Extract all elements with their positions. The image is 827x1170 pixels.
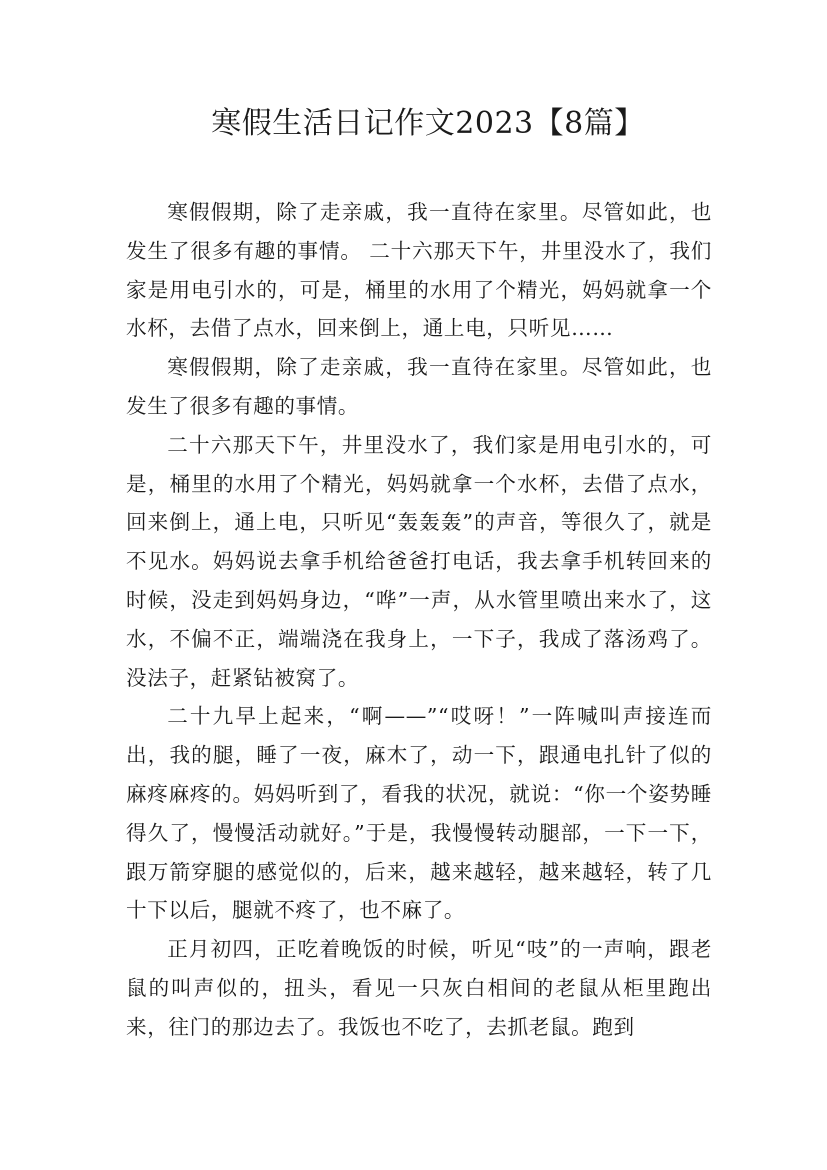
paragraph: 二十六那天下午，井里没水了，我们家是用电引水的，可是，桶里的水用了个精光，妈妈就拿一个水杯，去借了点水，回来倒上，通上电，只听见“轰轰轰”的声音，等很久了，就是不见水。妈妈说去拿手机给爸爸打电话，我去拿手机转回来的时候，没走到妈妈身边，“哗”一声，从水管里喷出来水了，这水，不偏不正，端端浇在我身上，一下子，我成了落汤鸡了。没法子，赶紧钻被窝了。 xyxy=(126,432,712,690)
paragraph: 二十九早上起来，“啊——”“哎呀！”一阵喊叫声接连而出，我的腿，睡了一夜，麻木了，动一下，跟通电扎针了似的麻疼麻疼的。妈妈听到了，看我的状况，就说：“你一个姿势睡得久了，慢慢活动就好。”于是，我慢慢转动腿部，一下一下，跟万箭穿腿的感觉似的，后来，越来越轻，越来越轻，转了几十下以后，腿就不疼了，也不麻了。 xyxy=(126,704,712,923)
paragraph: 正月初四，正吃着晚饭的时候，听见“吱”的一声响，跟老鼠的叫声似的，扭头，看见一只灰白相间的老鼠从柜里跑出来，往门的那边去了。我饭也不吃了，去抓老鼠。跑到 xyxy=(126,937,712,1039)
paragraph: 寒假假期，除了走亲戚，我一直待在家里。尽管如此，也发生了很多有趣的事情。 二十六那天下午，井里没水了，我们家是用电引水的，可是，桶里的水用了个精光，妈妈就拿一个水杯，去借了点水，回来倒上，通上电，只听见…… xyxy=(126,200,712,341)
paragraph: 寒假假期，除了走亲戚，我一直待在家里。尽管如此，也发生了很多有趣的事情。 xyxy=(126,355,712,418)
document-body xyxy=(126,193,712,1047)
document-title: 寒假生活日记作文2023【8篇】 xyxy=(211,106,645,141)
